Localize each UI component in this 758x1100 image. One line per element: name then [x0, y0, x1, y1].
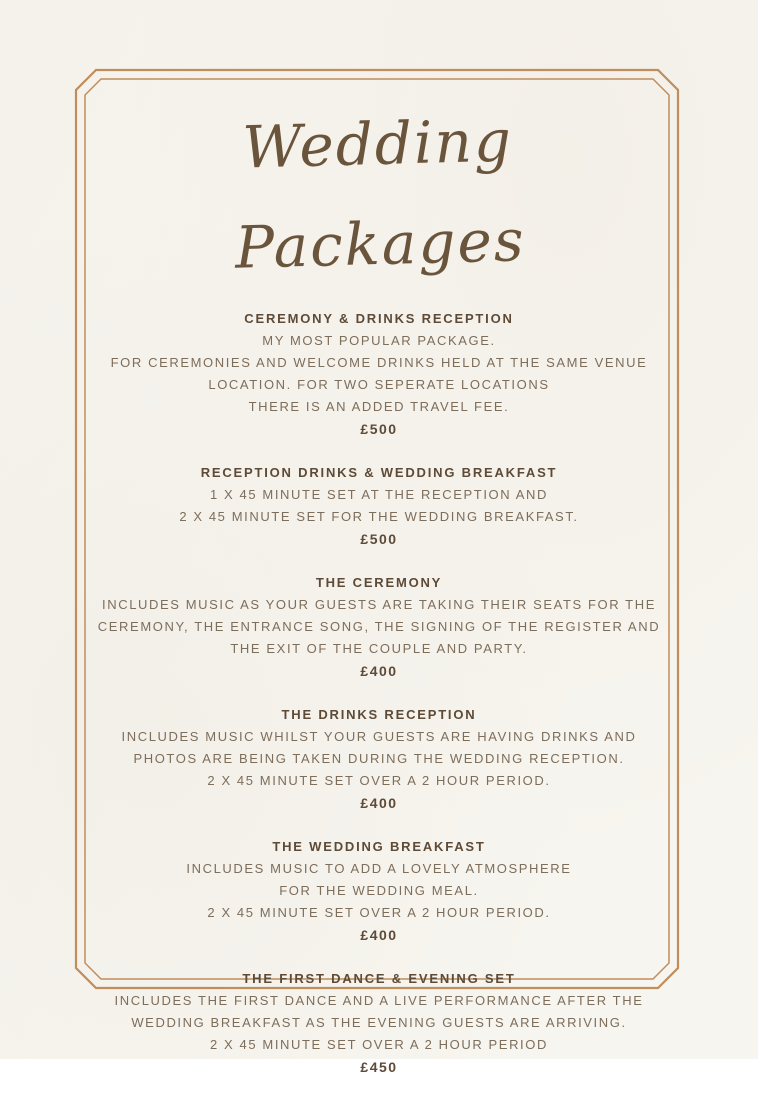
package-first-dance-evening-set: [92, 968, 666, 1078]
package-description-line: INCLUDES MUSIC AS YOUR GUESTS ARE TAKING THEIR SEATS FOR THE: [102, 597, 656, 612]
package-description-line: PHOTOS ARE BEING TAKEN DURING THE WEDDING RECEPTION.: [133, 751, 625, 766]
package-the-wedding-breakfast: [92, 836, 666, 946]
package-description-line: LOCATION. FOR TWO SEPERATE LOCATIONS: [208, 377, 550, 392]
package-price: £400: [360, 927, 398, 943]
package-description-line: INCLUDES MUSIC WHILST YOUR GUESTS ARE HAVING DRINKS AND: [121, 729, 637, 744]
package-description-line: FOR CEREMONIES AND WELCOME DRINKS HELD AT THE SAME VENUE: [110, 355, 648, 370]
package-price: £400: [360, 795, 398, 811]
package-ceremony-drinks-reception: [92, 308, 666, 440]
package-price: £500: [360, 531, 398, 547]
package-description-line: THE EXIT OF THE COUPLE AND PARTY.: [230, 641, 528, 656]
package-description-line: INCLUDES MUSIC TO ADD A LOVELY ATMOSPHERE: [186, 861, 572, 876]
package-description-line: FOR THE WEDDING MEAL.: [279, 883, 479, 898]
package-description-line: CEREMONY, THE ENTRANCE SONG, THE SIGNING OF THE REGISTER AND: [97, 619, 661, 634]
package-description-line: MY MOST POPULAR PACKAGE.: [262, 333, 496, 348]
package-description-line: INCLUDES THE FIRST DANCE AND A LIVE PERFORMANCE AFTER THE: [114, 993, 644, 1008]
package-description-line: WEDDING BREAKFAST AS THE EVENING GUESTS ARE ARRIVING.: [131, 1015, 627, 1030]
package-price: £500: [360, 421, 398, 437]
package-price: £400: [360, 663, 398, 679]
package-name: THE FIRST DANCE & EVENING SET: [242, 971, 516, 986]
package-reception-drinks-wedding-breakfast: [92, 462, 666, 550]
package-the-drinks-reception: [92, 704, 666, 814]
flyer-content: [92, 82, 666, 1100]
package-name: THE WEDDING BREAKFAST: [272, 839, 486, 854]
package-description-line: 2 X 45 MINUTE SET OVER A 2 HOUR PERIOD.: [207, 773, 551, 788]
package-price: £450: [360, 1059, 398, 1075]
package-the-ceremony: [92, 572, 666, 682]
package-name: RECEPTION DRINKS & WEDDING BREAKFAST: [200, 465, 558, 480]
package-description-line: 2 X 45 MINUTE SET OVER A 2 HOUR PERIOD: [210, 1037, 548, 1052]
package-description-line: 2 X 45 MINUTE SET FOR THE WEDDING BREAKFAST.: [179, 509, 579, 524]
package-description-line: THERE IS AN ADDED TRAVEL FEE.: [248, 399, 510, 414]
package-description-line: 2 X 45 MINUTE SET OVER A 2 HOUR PERIOD.: [207, 905, 551, 920]
package-name: THE CEREMONY: [315, 575, 443, 590]
page-title: Wedding Packages: [234, 106, 527, 282]
package-description-line: 1 X 45 MINUTE SET AT THE RECEPTION AND: [210, 487, 548, 502]
package-name: THE DRINKS RECEPTION: [281, 707, 477, 722]
package-name: CEREMONY & DRINKS RECEPTION: [244, 311, 514, 326]
